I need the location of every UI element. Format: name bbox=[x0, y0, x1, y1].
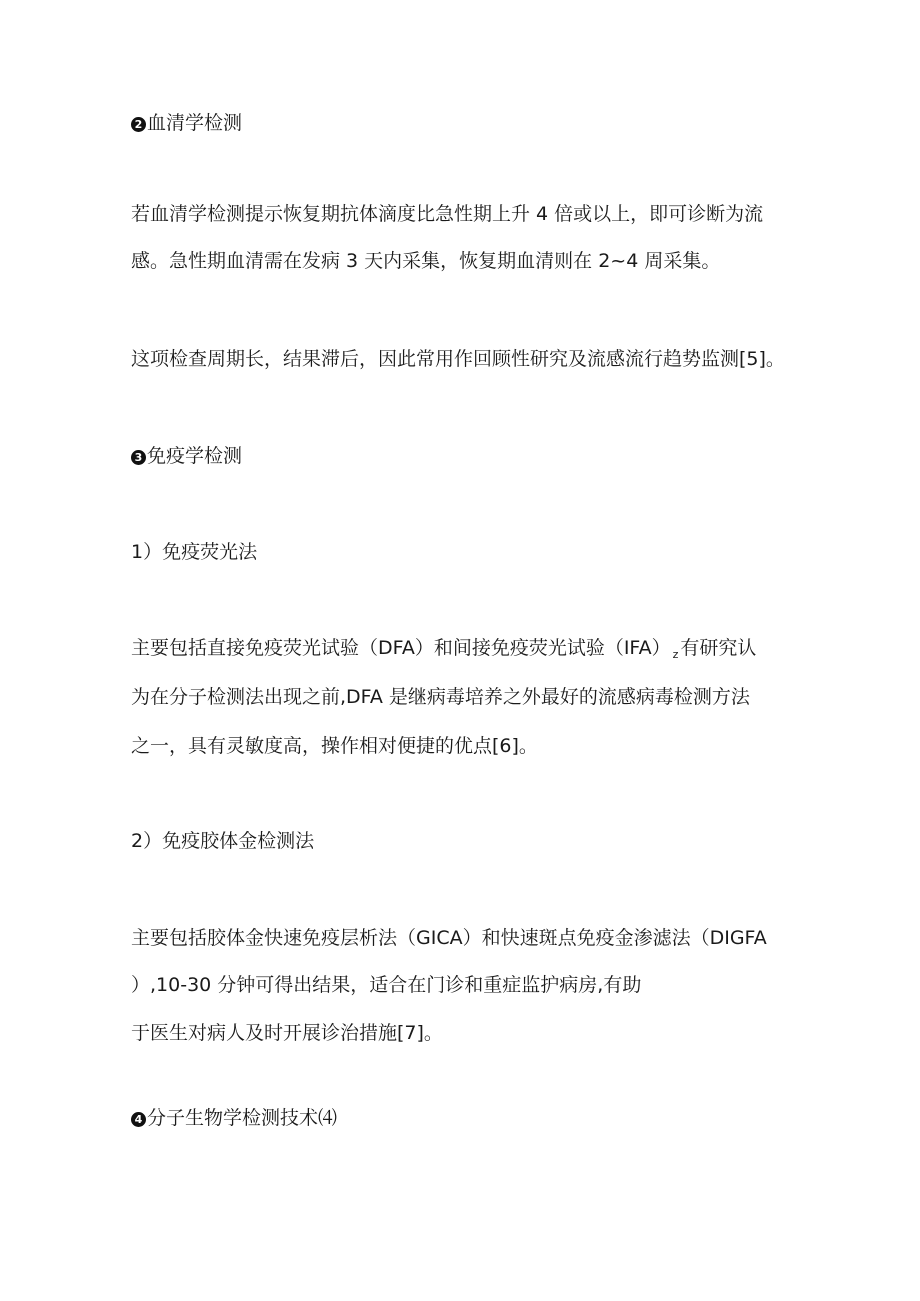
section-title: 血清学检测 bbox=[147, 112, 243, 134]
paragraph-line: 若血清学检测提示恢复期抗体滴度比急性期上升 4 倍或以上，即可诊断为流 bbox=[131, 203, 764, 225]
circled-number-4-icon: 4 bbox=[131, 1112, 146, 1127]
paragraph-line: 于医生对病人及时开展诊治措施[7]。 bbox=[131, 1022, 443, 1044]
paragraph-line: ）,10-30 分钟可得出结果，适合在门诊和重症监护病房,有助 bbox=[131, 974, 642, 996]
paragraph-line: 之一，具有灵敏度高，操作相对便捷的优点[6]。 bbox=[131, 735, 538, 757]
paragraph-text: 主要包括直接免疫荧光试验（DFA）和间接免疫荧光试验（IFA） bbox=[131, 637, 671, 659]
circled-number-2-icon: 2 bbox=[131, 117, 146, 132]
section-title: 分子生物学检测技术⑷ bbox=[147, 1107, 338, 1129]
stray-subscript: z bbox=[672, 648, 679, 661]
subsection-title: 2）免疫胶体金检测法 bbox=[131, 830, 315, 852]
section-heading-serology bbox=[131, 110, 242, 136]
section-heading-molecular bbox=[131, 1105, 337, 1131]
paragraph-text: 有研究认 bbox=[680, 637, 757, 659]
paragraph-line: 感。急性期血清需在发病 3 天内采集，恢复期血清则在 2~4 周采集。 bbox=[131, 250, 721, 272]
paragraph-line bbox=[131, 635, 756, 668]
paragraph-line: 这项检查周期长，结果滞后，因此常用作回顾性研究及流感流行趋势监测[5]。 bbox=[131, 348, 785, 370]
subsection-title: 1）免疫荧光法 bbox=[131, 541, 258, 563]
circled-number-3-icon: 3 bbox=[131, 450, 146, 465]
paragraph-line: 为在分子检测法出现之前,DFA 是继病毒培养之外最好的流感病毒检测方法 bbox=[131, 686, 750, 708]
section-heading-immunology bbox=[131, 443, 242, 469]
section-title: 免疫学检测 bbox=[147, 445, 243, 467]
paragraph-line: 主要包括胶体金快速免疫层析法（GICA）和快速斑点免疫金渗滤法（DIGFA bbox=[131, 927, 767, 949]
